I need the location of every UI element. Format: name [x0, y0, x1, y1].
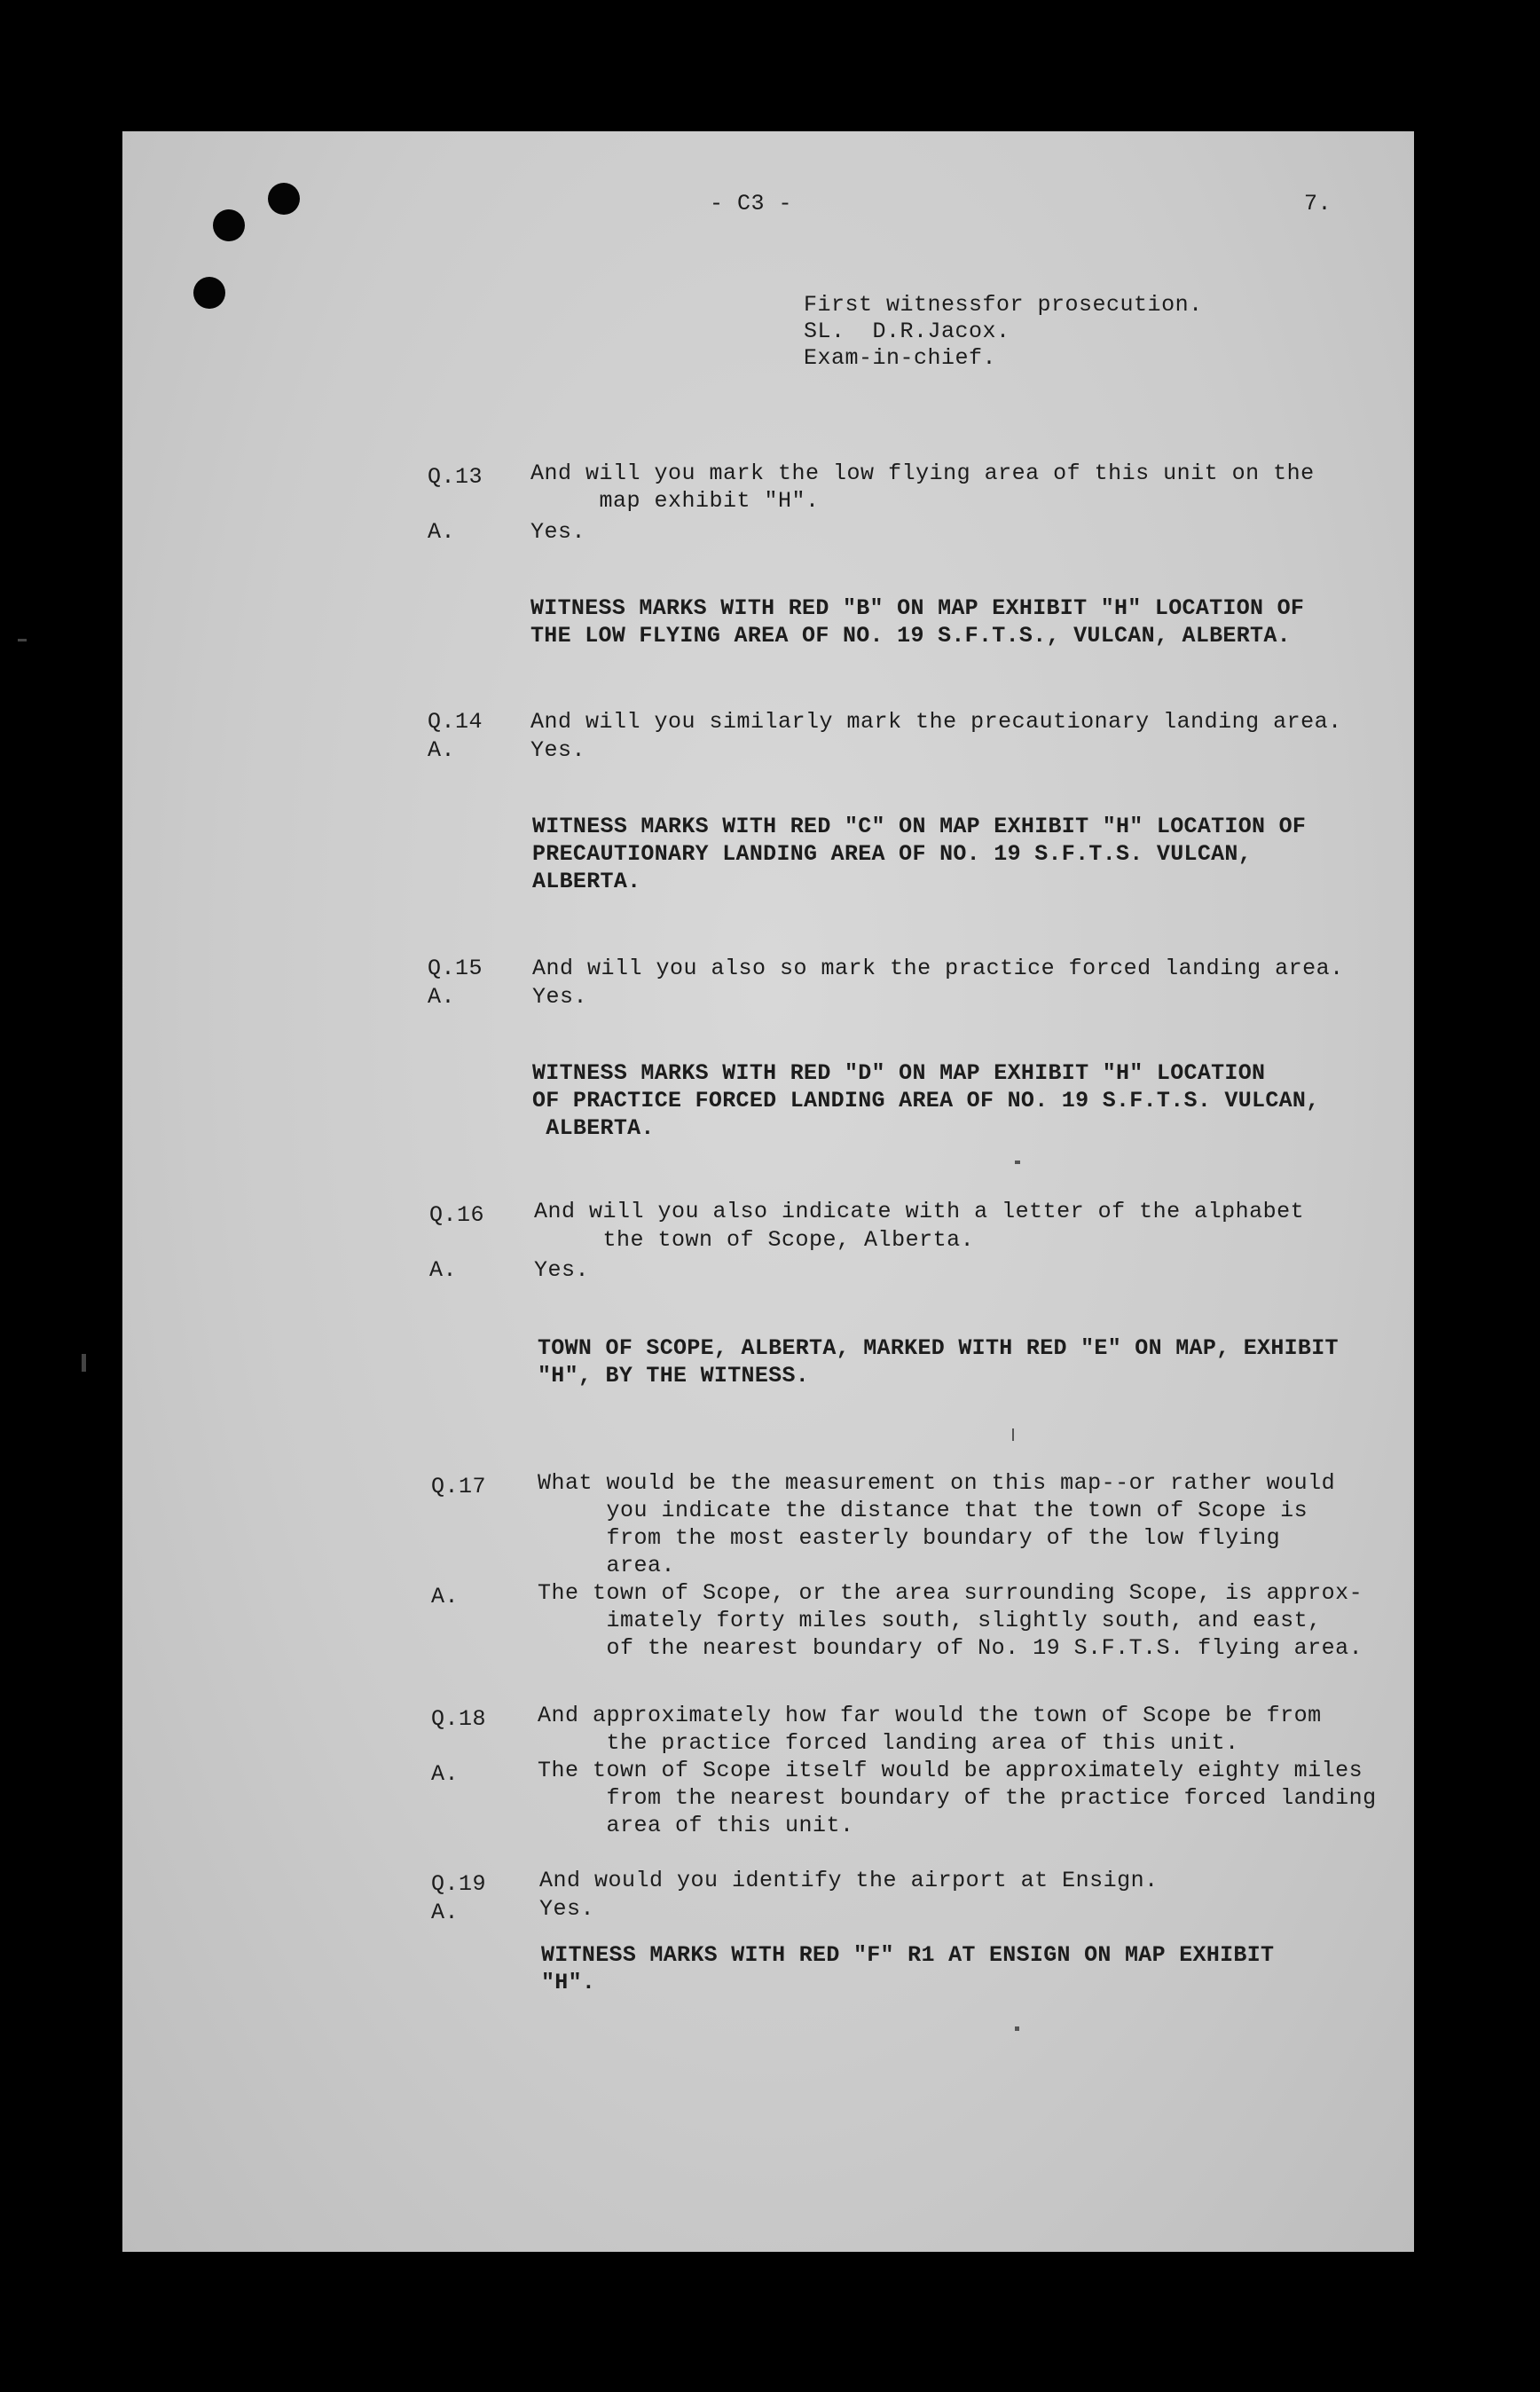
entry-label: Q.14 [428, 709, 483, 735]
witness-heading-line3: Exam-in-chief. [804, 345, 997, 371]
entry-line: you indicate the distance that the town of Scope is [538, 1498, 1308, 1523]
entry-line: imately forty miles south, slightly south, and east, [538, 1608, 1322, 1633]
entry-line: from the most easterly boundary of the low flying [538, 1525, 1281, 1551]
entry-line: And approximately how far would the town of Scope be from [538, 1703, 1322, 1728]
record-note: PRECAUTIONARY LANDING AREA OF NO. 19 S.F.T.S. VULCAN, [532, 841, 1253, 867]
witness-heading-line1: First witnessfor prosecution. [804, 292, 1203, 318]
page-number: 7. [1304, 191, 1332, 216]
entry-line: the practice forced landing area of this unit. [538, 1730, 1239, 1756]
punch-hole-bottom [193, 277, 225, 309]
record-note: ALBERTA. [532, 869, 641, 894]
entry-line: area of this unit. [538, 1813, 854, 1838]
entry-label: A. [431, 1900, 460, 1925]
scan-speck [1015, 1161, 1020, 1164]
punch-hole-middle [213, 209, 245, 241]
entry-label: Q.16 [429, 1202, 485, 1228]
entry-label: A. [428, 737, 456, 763]
scan-speck [1015, 2026, 1019, 2031]
record-note: TOWN OF SCOPE, ALBERTA, MARKED WITH RED "E" ON MAP, EXHIBIT [538, 1335, 1339, 1361]
entry-label: Q.19 [431, 1871, 487, 1897]
entry-label: A. [428, 519, 456, 545]
entry-line: Yes. [530, 519, 586, 545]
entry-line: And will you also indicate with a letter of the alphabet [534, 1199, 1305, 1224]
punch-hole-top [268, 183, 300, 215]
record-note: WITNESS MARKS WITH RED "C" ON MAP EXHIBIT "H" LOCATION OF [532, 814, 1307, 839]
record-note: ALBERTA. [532, 1115, 655, 1141]
entry-line: The town of Scope itself would be approximately eighty miles [538, 1758, 1363, 1783]
entry-line: Yes. [534, 1257, 590, 1283]
scan-speck [1012, 1428, 1014, 1441]
entry-label: A. [431, 1584, 460, 1609]
page-code: - C3 - [710, 191, 793, 216]
record-note: WITNESS MARKS WITH RED "B" ON MAP EXHIBIT "H" LOCATION OF [530, 595, 1305, 621]
entry-line: area. [538, 1553, 676, 1578]
record-note: WITNESS MARKS WITH RED "D" ON MAP EXHIBIT "H" LOCATION [532, 1060, 1266, 1086]
entry-label: A. [429, 1257, 458, 1283]
record-note: "H". [541, 1970, 596, 1995]
entry-line: from the nearest boundary of the practice forced landing [538, 1785, 1377, 1811]
entry-line: And will you also so mark the practice forced landing area. [532, 956, 1344, 981]
entry-label: Q.18 [431, 1706, 487, 1732]
entry-line: Yes. [532, 984, 588, 1010]
scan-speck [82, 1354, 86, 1372]
entry-line: of the nearest boundary of No. 19 S.F.T.S. flying area. [538, 1635, 1363, 1661]
record-note: OF PRACTICE FORCED LANDING AREA OF NO. 19 S.F.T.S. VULCAN, [532, 1088, 1320, 1113]
record-note: THE LOW FLYING AREA OF NO. 19 S.F.T.S., VULCAN, ALBERTA. [530, 623, 1291, 649]
entry-label: A. [428, 984, 456, 1010]
entry-line: map exhibit "H". [530, 488, 820, 514]
entry-line: And would you identify the airport at Ensign. [539, 1868, 1159, 1893]
entry-line: And will you mark the low flying area of this unit on the [530, 460, 1315, 486]
entry-line: the town of Scope, Alberta. [534, 1227, 975, 1253]
entry-label: Q.13 [428, 464, 483, 490]
entry-label: Q.17 [431, 1474, 487, 1499]
document-page [122, 131, 1414, 2252]
entry-line: Yes. [530, 737, 586, 763]
record-note: "H", BY THE WITNESS. [538, 1363, 810, 1389]
entry-label: A. [431, 1761, 460, 1787]
entry-line: The town of Scope, or the area surrounding Scope, is approx- [538, 1580, 1363, 1606]
scan-speck [18, 639, 27, 641]
witness-heading-line2: SL. D.R.Jacox. [804, 319, 1010, 344]
entry-line: And will you similarly mark the precautionary landing area. [530, 709, 1342, 735]
record-note: WITNESS MARKS WITH RED "F" R1 AT ENSIGN ON MAP EXHIBIT [541, 1942, 1275, 1968]
entry-label: Q.15 [428, 956, 483, 981]
entry-line: What would be the measurement on this map--or rather would [538, 1470, 1336, 1496]
entry-line: Yes. [539, 1896, 595, 1922]
